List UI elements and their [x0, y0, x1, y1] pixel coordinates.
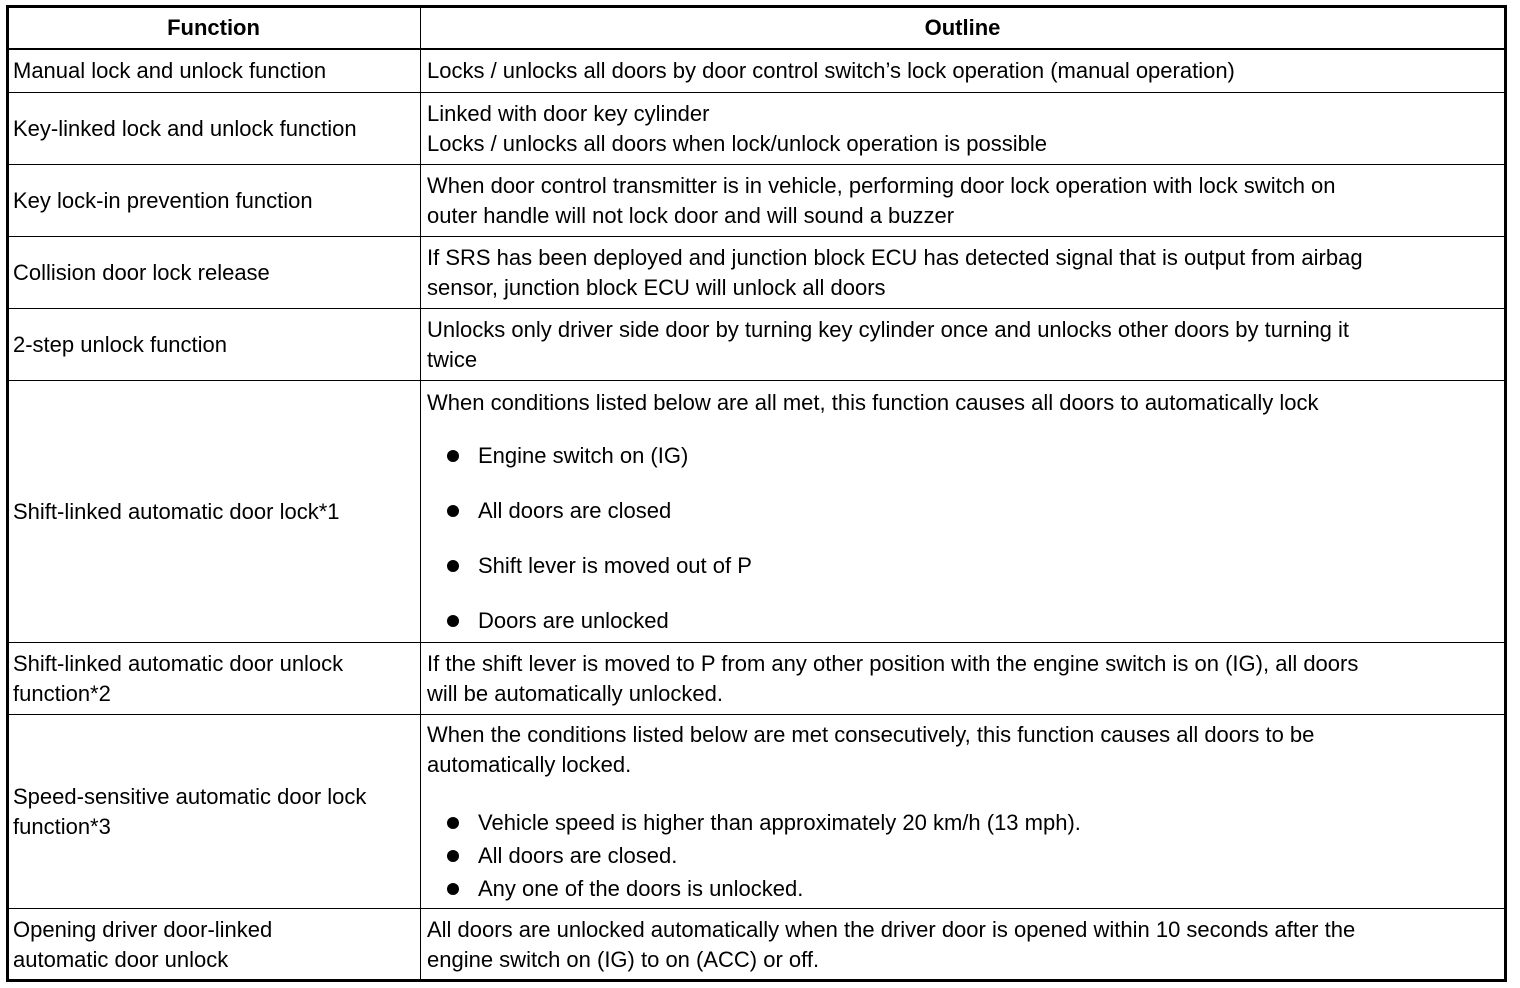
- bullet-text: Any one of the doors is unlocked.: [478, 875, 804, 901]
- outline-text: automatically locked.: [427, 751, 632, 777]
- function-text: function*2: [13, 680, 111, 706]
- list-item: [427, 441, 1498, 471]
- outline-text: Unlocks only driver side door by turning key cylinder once and unlocks other doors by turning it: [427, 316, 1350, 342]
- bullet-text: Doors are unlocked: [478, 607, 669, 633]
- header-outline: [421, 8, 1504, 50]
- list-item: [427, 841, 1498, 871]
- list-item: [427, 808, 1498, 838]
- outline-text: If SRS has been deployed and junction block ECU has detected signal that is output from airbag: [427, 244, 1363, 270]
- outline-text: When conditions listed below are all met, this function causes all doors to automatically lock: [427, 389, 1319, 415]
- outline-text: Locks / unlocks all doors by door control switch’s lock operation (manual operation): [427, 58, 1235, 83]
- bullet-icon: [447, 560, 459, 572]
- row-function-cell: [9, 309, 421, 381]
- outline-text: Locks / unlocks all doors when lock/unlock operation is possible: [427, 130, 1047, 156]
- function-text: function*3: [13, 813, 111, 839]
- bullet-icon: [447, 450, 459, 462]
- function-text: Shift-linked automatic door lock*1: [13, 498, 340, 524]
- list-item: [427, 874, 1498, 904]
- door-lock-function-table: [6, 5, 1507, 982]
- outline-text: All doors are unlocked automatically when the driver door is opened within 10 seconds after the: [427, 917, 1356, 942]
- row-outline-cell: [421, 715, 1504, 909]
- outline-text: twice: [427, 346, 478, 372]
- bullet-text: All doors are closed.: [478, 842, 678, 868]
- bullet-icon: [447, 615, 459, 627]
- function-text: Opening driver door-linked: [13, 917, 273, 942]
- function-text: automatic door unlock: [13, 947, 229, 972]
- outline-text: Linked with door key cylinder: [427, 100, 710, 126]
- row-outline-cell: [421, 381, 1504, 643]
- bullet-text: Shift lever is moved out of P: [478, 552, 752, 578]
- outline-text: will be automatically unlocked.: [427, 680, 723, 706]
- row-outline-cell: [421, 909, 1504, 981]
- bullet-text: All doors are closed: [478, 497, 672, 523]
- bullet-icon: [447, 850, 459, 862]
- header-outline-label: Outline: [924, 15, 1001, 40]
- row-function-cell: [9, 909, 421, 981]
- function-text: Key lock-in prevention function: [13, 187, 313, 213]
- outline-text: outer handle will not lock door and will sound a buzzer: [427, 202, 955, 228]
- bullet-text: Engine switch on (IG): [478, 442, 689, 468]
- row-outline-cell: [421, 93, 1504, 165]
- header-function-label: Function: [167, 15, 260, 40]
- row-outline-cell: [421, 309, 1504, 381]
- row-function-cell: [9, 93, 421, 165]
- condition-list: [427, 805, 1498, 904]
- bullet-icon: [447, 817, 459, 829]
- function-text: Shift-linked automatic door unlock: [13, 650, 344, 676]
- condition-list: [427, 416, 1498, 636]
- row-outline-cell: [421, 643, 1504, 715]
- row-function-cell: [9, 237, 421, 309]
- function-text: Key-linked lock and unlock function: [13, 115, 357, 141]
- function-text: Manual lock and unlock function: [13, 58, 327, 83]
- function-text: 2-step unlock function: [13, 331, 228, 357]
- row-function-cell: [9, 715, 421, 909]
- row-outline-cell: [421, 50, 1504, 93]
- outline-text: If the shift lever is moved to P from any other position with the engine switch is on (IG), all doors: [427, 650, 1359, 676]
- list-item: [427, 551, 1498, 581]
- row-outline-cell: [421, 165, 1504, 237]
- row-function-cell: [9, 643, 421, 715]
- outline-text: engine switch on (IG) to on (ACC) or off.: [427, 947, 820, 972]
- outline-text: When door control transmitter is in vehicle, performing door lock operation with lock switch on: [427, 172, 1336, 198]
- bullet-icon: [447, 883, 459, 895]
- outline-text: sensor, junction block ECU will unlock all doors: [427, 274, 886, 300]
- row-function-cell: [9, 381, 421, 643]
- row-function-cell: [9, 50, 421, 93]
- bullet-icon: [447, 505, 459, 517]
- row-function-cell: [9, 165, 421, 237]
- list-item: [427, 496, 1498, 526]
- outline-text: When the conditions listed below are met consecutively, this function causes all doors to be: [427, 721, 1315, 747]
- header-function: [9, 8, 421, 50]
- function-text: Collision door lock release: [13, 259, 270, 285]
- row-outline-cell: [421, 237, 1504, 309]
- function-text: Speed-sensitive automatic door lock: [13, 783, 367, 809]
- bullet-text: Vehicle speed is higher than approximately 20 km/h (13 mph).: [478, 809, 1081, 835]
- list-item: [427, 606, 1498, 636]
